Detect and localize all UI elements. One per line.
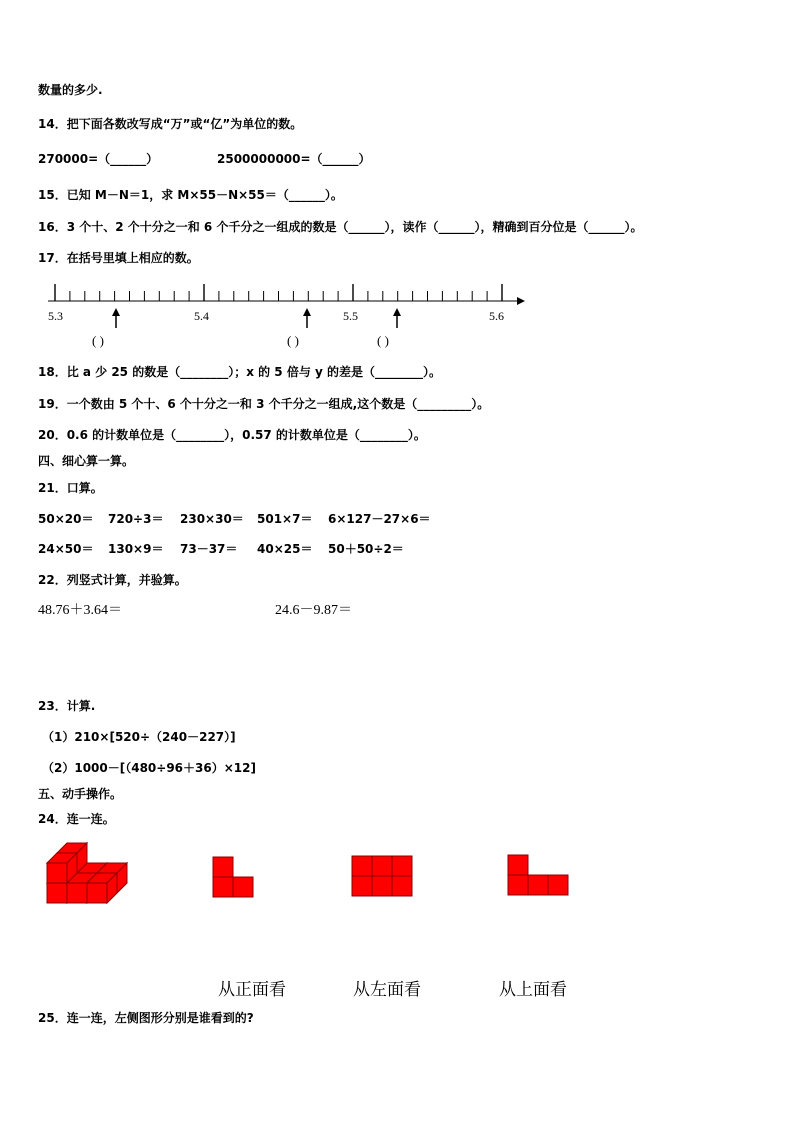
- answer-blank-3: ( ): [377, 333, 389, 348]
- oral-2-5: 50＋50÷2＝: [328, 542, 404, 556]
- view-front-label: 从正面看: [218, 980, 286, 1000]
- tick-label-5.5: 5.5: [343, 309, 358, 323]
- vertical-calc-2: 24.6－9.87＝: [275, 603, 352, 618]
- calc-23-2: （2）1000－[（480÷96＋36）×12]: [42, 761, 256, 775]
- question-19: 19．一个数由 5 个十、6 个十分之一和 3 个千分之一组成,这个数是（_________）。: [38, 397, 490, 411]
- question-17: 17．在括号里填上相应的数。: [38, 251, 199, 265]
- view3-square: [352, 856, 372, 876]
- pointer-arrowhead-2: [303, 308, 311, 316]
- question-20: 20．0.6 的计数单位是（________），0.57 的计数单位是（________）。: [38, 428, 426, 442]
- oral-1-4: 501×7＝: [257, 512, 313, 526]
- question-15: 15．已知 M－N＝1，求 M×55－N×55＝（______）。: [38, 188, 343, 202]
- view3-square: [352, 876, 372, 896]
- oral-2-2: 130×9＝: [108, 542, 164, 556]
- view4-square: [528, 875, 548, 895]
- oral-1-2: 720÷3＝: [108, 512, 164, 526]
- number-line-arrowhead: [517, 297, 525, 305]
- section-4-heading: 四、细心算一算。: [38, 454, 135, 468]
- answer-blank-1: ( ): [92, 333, 104, 348]
- calc-23-1: （1）210×[520÷（240－227）]: [42, 730, 236, 744]
- question-14: 14．把下面各数改写成“万”或“亿”为单位的数。: [38, 117, 303, 131]
- view4-square: [508, 855, 528, 875]
- view3-square: [392, 876, 412, 896]
- tick-label-5.4: 5.4: [194, 309, 209, 323]
- tick-label-5.6: 5.6: [489, 309, 504, 323]
- q14-blank-b: 2500000000=（______）: [217, 152, 371, 166]
- question-18: 18．比 a 少 25 的数是（________）；x 的 5 倍与 y 的差是（________）。: [38, 365, 442, 379]
- view2-square: [213, 877, 233, 897]
- oral-1-1: 50×20＝: [38, 512, 94, 526]
- question-22: 22．列竖式计算，并验算。: [38, 573, 187, 587]
- solid-front-cube-front: [47, 883, 67, 903]
- pointer-arrowhead-3: [393, 308, 401, 316]
- prev-text: 数量的多少.: [38, 83, 103, 97]
- question-25: 25．连一连，左侧图形分别是谁看到的?: [38, 1011, 254, 1025]
- tick-label-5.3: 5.3: [48, 309, 63, 323]
- question-23: 23．计算.: [38, 699, 96, 713]
- view4-square: [508, 875, 528, 895]
- pointer-arrowhead-1: [112, 308, 120, 316]
- question-16: 16．3 个十、2 个十分之一和 6 个千分之一组成的数是（______），读作（______），精确到百分位是（______）。: [38, 220, 643, 234]
- view2-square: [213, 857, 233, 877]
- oral-2-4: 40×25＝: [257, 542, 313, 556]
- view2-square: [233, 877, 253, 897]
- solid-upper-front-cube-front: [47, 863, 67, 883]
- number-line-group: [48, 284, 525, 328]
- cube-figures: [47, 843, 568, 903]
- q14-blank-a: 270000=（______）: [38, 152, 159, 166]
- view3-square: [392, 856, 412, 876]
- view4-square: [548, 875, 568, 895]
- vertical-calc-1: 48.76＋3.64＝: [38, 603, 122, 618]
- view3-square: [372, 856, 392, 876]
- view-top-label: 从上面看: [499, 980, 567, 1000]
- answer-blank-2: ( ): [287, 333, 299, 348]
- solid-front-cube-front: [87, 883, 107, 903]
- view-left-label: 从左面看: [353, 980, 421, 1000]
- oral-1-3: 230×30＝: [180, 512, 244, 526]
- section-5-heading: 五、动手操作。: [38, 787, 123, 801]
- oral-2-1: 24×50＝: [38, 542, 94, 556]
- oral-1-5: 6×127－27×6＝: [328, 512, 431, 526]
- question-24: 24．连一连。: [38, 812, 115, 826]
- view3-square: [372, 876, 392, 896]
- question-21: 21．口算。: [38, 481, 103, 495]
- oral-2-3: 73－37＝: [180, 542, 238, 556]
- solid-front-cube-front: [67, 883, 87, 903]
